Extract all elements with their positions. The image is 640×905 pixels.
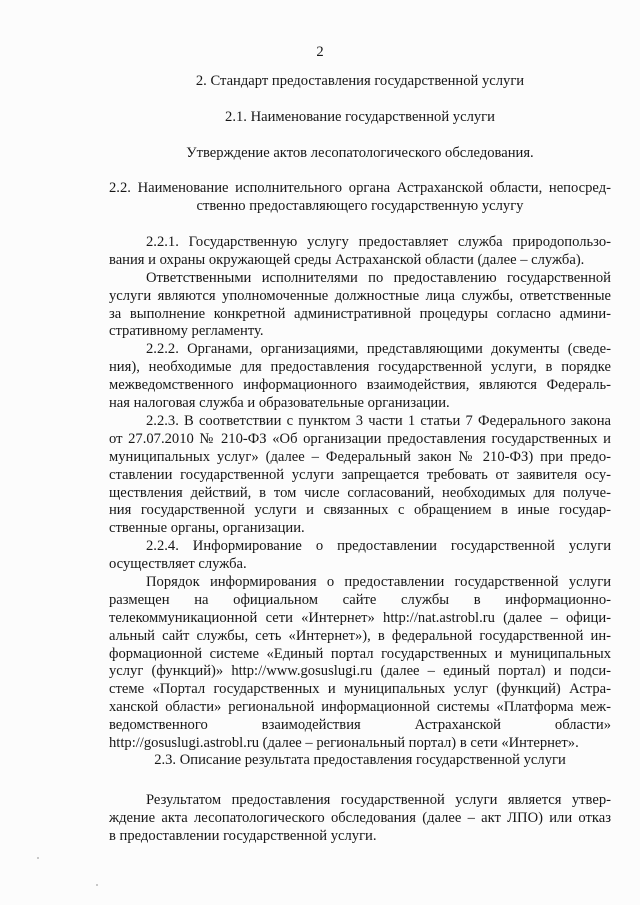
paragraph-line: услуг (функций)» http://www.gosuslugi.ru (далее – единый портал) и подси- — [109, 663, 611, 680]
paragraph-line: за выполнение конкретной административной процедуры согласно админи- — [109, 305, 611, 322]
paragraph-line: ния), необходимые для предоставления государственной услуги, в порядке — [109, 359, 611, 376]
paragraph-line: стративному регламенту. — [109, 323, 264, 340]
paragraph-line: ведомственного взаимодействия Астраханской области» — [109, 717, 611, 734]
paragraph-line: ственные органы, организации. — [109, 520, 305, 537]
paragraph-line: ния государственной услуги и связанных с обращением в иные государ- — [109, 502, 611, 519]
scan-speck — [96, 884, 98, 886]
paragraph-line: от 27.07.2010 № 210-ФЗ «Об организации предоставления государственных и — [109, 430, 611, 447]
paragraph-line: формационной системе «Единый портал государственных и муниципальных — [109, 645, 611, 662]
paragraph-line: ждение акта лесопатологического обследования (далее – акт ЛПО) или отказ — [109, 809, 611, 826]
subsection-2-3-heading: 2.3. Описание результата предоставления государственной услуги — [154, 752, 566, 768]
paragraph-line: вания и охраны окружающей среды Астраханской области (далее – служба). — [109, 251, 585, 268]
paragraph-line: осуществляет служба. — [109, 556, 247, 573]
paragraph-line: 2.2.1. Государственную услугу предоставляет служба природопользо- — [146, 234, 611, 250]
subsection-2-1-text: Утверждение актов лесопатологического обследования. — [186, 145, 534, 161]
scan-speck — [37, 857, 39, 859]
heading-line: ственно предоставляющего государственную услугу — [196, 197, 524, 214]
paragraph-line: межведомственного информационного взаимодействия, являются Федераль- — [109, 377, 611, 394]
section-title: 2. Стандарт предоставления государственной услуги — [195, 73, 525, 89]
paragraph-line: стеме «Портал государственных и муниципальных услуг (функций) Астра- — [109, 681, 611, 698]
paragraph-line: услуги являются уполномоченные должностные лица службы, ответственные — [109, 287, 611, 304]
subsection-2-3-text — [109, 792, 611, 846]
paragraph-line: Результатом предоставления государственной услуги является утвер- — [146, 792, 611, 808]
paragraph-line: в предоставлении государственной услуги. — [109, 827, 377, 844]
paragraph-line: http://gosuslugi.astrobl.ru (далее – региональный портал) в сети «Интернет». — [109, 735, 579, 752]
paragraph-line: ная налоговая служба и образовательные организации. — [109, 395, 450, 412]
paragraph-line: 2.2.4. Информирование о предоставлении государственной услуги — [146, 538, 611, 555]
paragraph-line: 2.2.3. В соответствии с пунктом 3 части 1 статьи 7 Федерального закона — [146, 412, 611, 429]
page-number: 2 — [316, 44, 324, 60]
paragraph-line: телекоммуникационной сети «Интернет» http://nat.astrobl.ru (далее – офици- — [109, 609, 611, 626]
paragraph-line: Порядок информирования о предоставлении государственной услуги — [146, 574, 611, 590]
paragraph-line: Ответственными исполнителями по предоставлению государственной — [146, 269, 611, 286]
paragraph-line: ставлении государственной услуги запрещается требовать от заявителя осу- — [109, 466, 611, 483]
heading-line: 2.2. Наименование исполнительного органа Астраханской области, непосред- — [109, 180, 611, 196]
paragraph-line: ханской области» региональной информационной системы «Платформа меж- — [109, 699, 611, 716]
subsection-2-2-heading — [109, 180, 611, 216]
body-text — [109, 234, 611, 753]
paragraph-line: ществления действий, в том числе согласований, необходимых для получе- — [109, 484, 611, 501]
paragraph-line: муниципальных услуг» (далее – Федеральный закон № 210-ФЗ) при предо- — [109, 448, 611, 465]
paragraph-line: альный сайт службы, сеть «Интернет»), в федеральной государственной ин- — [109, 627, 611, 644]
paragraph-line: 2.2.2. Органами, организациями, представляющими документы (сведе- — [146, 341, 611, 358]
paragraph-line: размещен на официальном сайте службы в информационно- — [109, 591, 611, 608]
subsection-2-1-heading: 2.1. Наименование государственной услуги — [225, 109, 495, 125]
